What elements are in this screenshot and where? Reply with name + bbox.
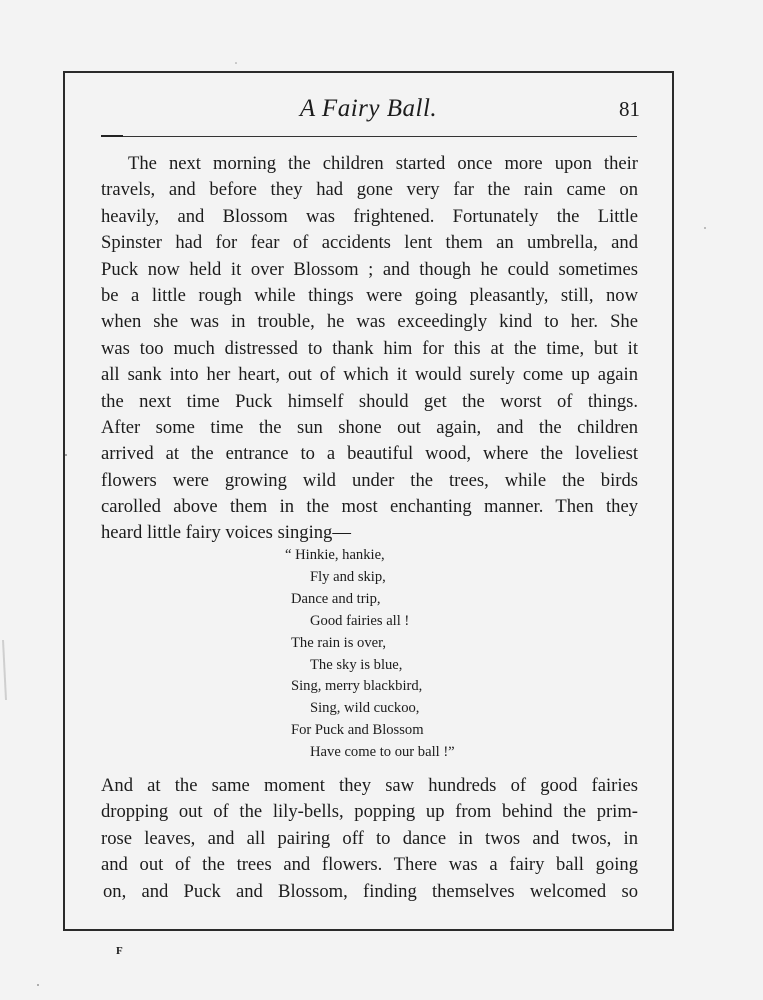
poem-line: For Puck and Blossom — [291, 722, 424, 739]
running-head — [65, 95, 672, 125]
text-line: Puck now held it over Blossom ; and though he could sometimes — [101, 258, 638, 280]
text-line: when she was in trouble, he was exceedingly kind to her. She — [101, 311, 638, 333]
text-line: and out of the trees and flowers. There was a fairy ball going — [101, 854, 638, 876]
text-line: travels, and before they had gone very far the rain came on — [101, 179, 638, 201]
text-line: carolled above them in the most enchanting manner. Then they — [101, 496, 638, 518]
text-line: After some time the sun shone out again, and the children — [101, 416, 638, 438]
text-line: dropping out of the lily-bells, popping up from behind the prim- — [101, 801, 638, 823]
text-line: on, and Puck and Blossom, finding themselves welcomed so — [103, 880, 638, 902]
text-line: was too much distressed to thank him for this at the time, but it — [101, 337, 638, 359]
poem-line: The sky is blue, — [310, 656, 403, 673]
running-title: A Fairy Ball. — [299, 95, 438, 122]
page-border-frame — [63, 71, 674, 931]
paragraph-2 — [101, 773, 638, 905]
poem-line: “ Hinkie, hankie, — [285, 547, 385, 563]
text-line: Spinster had for fear of accidents lent them an umbrella, and — [101, 232, 638, 254]
poem-line: Fly and skip, — [310, 568, 386, 585]
header-rule — [101, 136, 637, 137]
poem-line: Have come to our ball !” — [310, 744, 455, 761]
signature-mark: F — [116, 945, 123, 957]
poem-line: Good fairies all ! — [310, 612, 410, 629]
paragraph-1 — [101, 151, 638, 547]
poem-line: Dance and trip, — [291, 590, 381, 607]
text-line: heavily, and Blossom was frightened. Fortunately the Little — [101, 205, 638, 227]
text-line: flowers were growing wild under the trees, while the birds — [101, 469, 638, 491]
text-line: The next morning the children started once more upon their — [128, 153, 638, 174]
poem-verse — [285, 545, 455, 764]
text-line: all sank into her heart, out of which it would surely come up again — [101, 364, 638, 386]
poem-line: Sing, merry blackbird, — [291, 678, 423, 695]
poem-line: Sing, wild cuckoo, — [310, 700, 420, 717]
text-line: rose leaves, and all pairing off to dance in twos and twos, in — [101, 827, 638, 849]
text-line: And at the same moment they saw hundreds of good fairies — [101, 775, 638, 796]
text-line: be a little rough while things were going pleasantly, still, now — [101, 284, 638, 306]
text-line: arrived at the entrance to a beautiful wood, where the loveliest — [101, 443, 638, 465]
poem-line: The rain is over, — [291, 634, 387, 651]
text-line: the next time Puck himself should get the worst of things. — [101, 390, 638, 412]
text-line: heard little fairy voices singing— — [101, 522, 351, 544]
page-number: 81 — [619, 97, 640, 121]
